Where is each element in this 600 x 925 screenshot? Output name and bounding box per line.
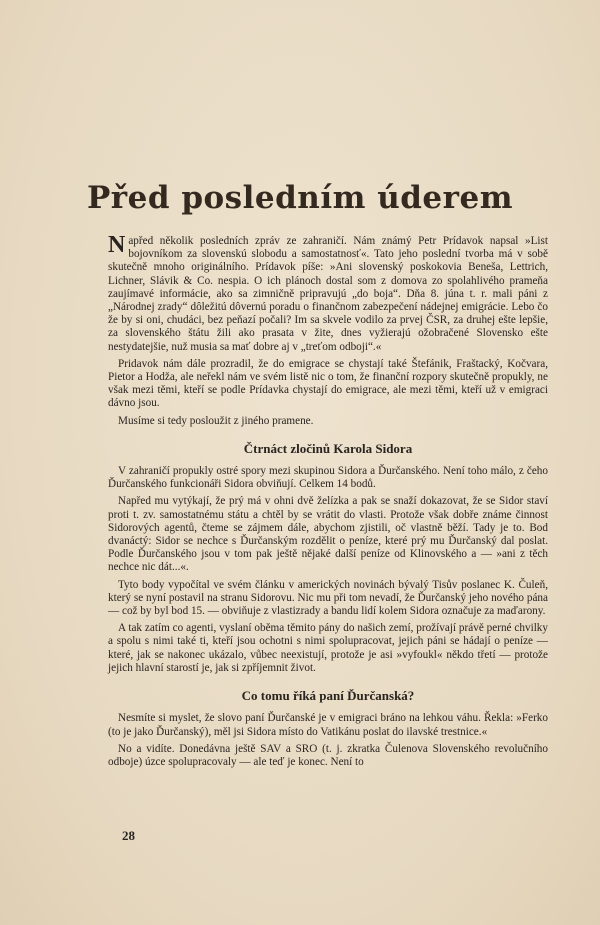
article-title: Před posledním úderem [86, 180, 514, 216]
intro-paragraph [108, 232, 548, 354]
paragraph: Nesmíte si myslet, že slovo paní Ďurčanské je v emigraci bráno na lehkou váhu. Řekla: »Ferko (to je jako Ďurčanský), měl jsi Sidora místo do Vatikánu poslat do ilavské trestnice.« [108, 712, 548, 738]
paragraph: Pridavok nám dále prozradil, že do emigrace se chystají také Štefánik, Fraštacký, Kočvara, Pietor a Hodža, ale neřekl nám ve svém listě nic o tom, že finanční rozpory skutečně propukly, ne však mezi těmi, kteří se podle Prídavka chystají do emigrace, ale mezi těmi, kteří už v emigraci dávno jsou. [108, 357, 548, 410]
paragraph: Musíme si tedy posloužit z jiného pramene. [118, 414, 314, 427]
paragraph: A tak zatím co agenti, vyslaní oběma těmito pány do našich zemí, prožívají právě perné chvilky a spolu s nimi také ti, kteří jsou ochotni s nimi spolupracovat, jejich páni se hádají o peníze — které, jak se nakonec ukázalo, vůbec neexistují, protože je asi »vyfoukl« někdo třetí — protože jejich hlavní starostí je, jak si zpříjemnit život. [108, 622, 548, 674]
page-number: 28 [122, 828, 135, 843]
subheading: Čtrnáct zločinů Karola Sidora [243, 440, 413, 456]
intro-text: apřed několik posledních zpráv ze zahraničí. Nám známý Petr Prídavok napsal »List bojovníkom za slovenskú slobodu a samostatnosť«. Tato jeho poslední tvorba má v sobě skutečně mnoho originálního. Prídavok píše: »Ani slovenský poskokovia Beneša, Lettrich, Lichner, Slávik & Co. nespia. O ich plánoch dostal som z domova zo spolahlivého prameňa zaujímavé informácie, ako sa zimničně pripravujú „do boja“. Dňa 8. júna t. r. mali páni z „Národnej zrady“ dôležitú dôvernú poradu o finančnom zabezpečení nádejnej emigrácie. Lebo čo že by si oni, chudáci, bez peňazí počali? Im sa skvele vodilo za prvej ČSR, za druhej ešte lepšie, za slovenského štátu žili ako prasata v žite, dnes vyžierajú ožobračené Slovensko ešte nestydatejšie, nuž musia sa mať dobre aj v „treťom odboji“.« [108, 235, 548, 353]
paragraph: Tyto body vypočítal ve svém článku v amerických novinách bývalý Tisův poslanec K. Čuleň, který se nyní postavil na stranu Sidorovu. Nic mu při tom nevadí, že Ďurčanský jeho nového pána — což by byl bod 15. — obviňuje z vlastizrady a bandu lidí kolem Sidora označuje za maďarony. [108, 578, 548, 618]
drop-cap: N [108, 232, 126, 258]
paragraph: No a vidíte. Donedávna ještě SAV a SRO (t. j. zkratka Čulenova Slovenského revolučního odboje) úzce spolupracovaly — ale teď je konec. Není to [108, 742, 548, 768]
article-body [108, 232, 548, 773]
subheading: Co tomu říká paní Ďurčanská? [241, 688, 415, 704]
paragraph: V zahraničí propukly ostré spory mezi skupinou Sidora a Ďurčanského. Není toho málo, z čeho Ďurčanského funkcionáři Sidora obviňují. Celkem 14 bodů. [108, 465, 548, 491]
paragraph: Napřed mu vytýkají, že prý má v ohni dvě želízka a pak se snaží dokazovat, že se Sidor staví proti t. zv. samostatnému státu a chtěl by se vrátit do vlasti. Protože však dobře známe činnost Sidorových agentů, čteme se zájmem dále, abychom zjistili, oč vlastně běží. Tady je to. Bod dvanáctý: Sidor se nechce s Ďurčanským rozdělit o peníze, které prý mu Ďurčanský dal poslat. Podle Ďurčanského jsou v tom pak ještě nějaké další peníze od Klinovského a — »ani z těch nechce nic dát...«. [108, 495, 548, 574]
